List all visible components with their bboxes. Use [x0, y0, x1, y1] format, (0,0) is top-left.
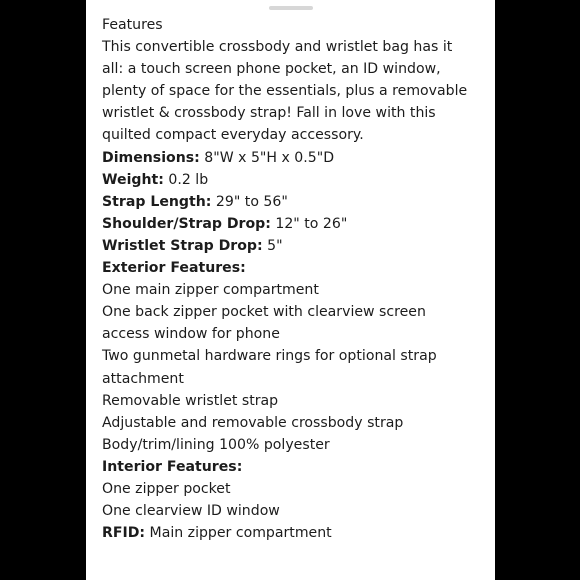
- list-item: One clearview ID window: [102, 503, 280, 520]
- spec-strap-length: [102, 191, 474, 213]
- spec-label: Weight:: [102, 171, 164, 188]
- list-item: Body/trim/lining 100% polyester: [102, 436, 330, 453]
- spec-weight: [102, 169, 474, 191]
- intro-paragraph: This convertible crossbody and wristlet bag has it all: a touch screen phone pocket, an ID window, plenty of space for the essentials, plus a removable wristlet & crossbody strap! Fall in love with this quilted compact everyday accessory.: [102, 39, 468, 144]
- list-item: One zipper pocket: [102, 480, 231, 497]
- description-sheet[interactable]: [86, 0, 495, 580]
- description-content: [102, 14, 474, 544]
- interior-features-title: Interior Features:: [102, 458, 243, 475]
- list-item: Adjustable and removable crossbody strap: [102, 414, 404, 431]
- spec-value: 5": [262, 237, 283, 254]
- list-item: Removable wristlet strap: [102, 392, 279, 409]
- spec-rfid: [102, 522, 474, 544]
- spec-label: Dimensions:: [102, 149, 200, 166]
- list-item: One main zipper compartment: [102, 282, 319, 299]
- spec-value: 12" to 26": [270, 215, 348, 232]
- spec-dimensions: [102, 147, 474, 169]
- spec-label: Strap Length:: [102, 193, 212, 210]
- spec-value: Main zipper compartment: [145, 525, 332, 542]
- list-item: One back zipper pocket with clearview screen access window for phone: [102, 304, 426, 343]
- spec-label: Shoulder/Strap Drop:: [102, 215, 271, 232]
- sheet-grabber-handle[interactable]: [269, 6, 313, 10]
- section-heading: Features: [102, 17, 163, 33]
- spec-label: Wristlet Strap Drop:: [102, 237, 263, 254]
- spec-value: 29" to 56": [211, 193, 288, 210]
- spec-value: 0.2 lb: [163, 171, 209, 188]
- spec-shoulder-drop: [102, 213, 474, 235]
- spec-wristlet-drop: [102, 235, 474, 257]
- list-item: Two gunmetal hardware rings for optional strap attachment: [102, 348, 437, 387]
- spec-label: RFID:: [102, 525, 146, 542]
- exterior-features-title: Exterior Features:: [102, 260, 246, 277]
- spec-value: 8"W x 5"H x 0.5"D: [199, 149, 335, 166]
